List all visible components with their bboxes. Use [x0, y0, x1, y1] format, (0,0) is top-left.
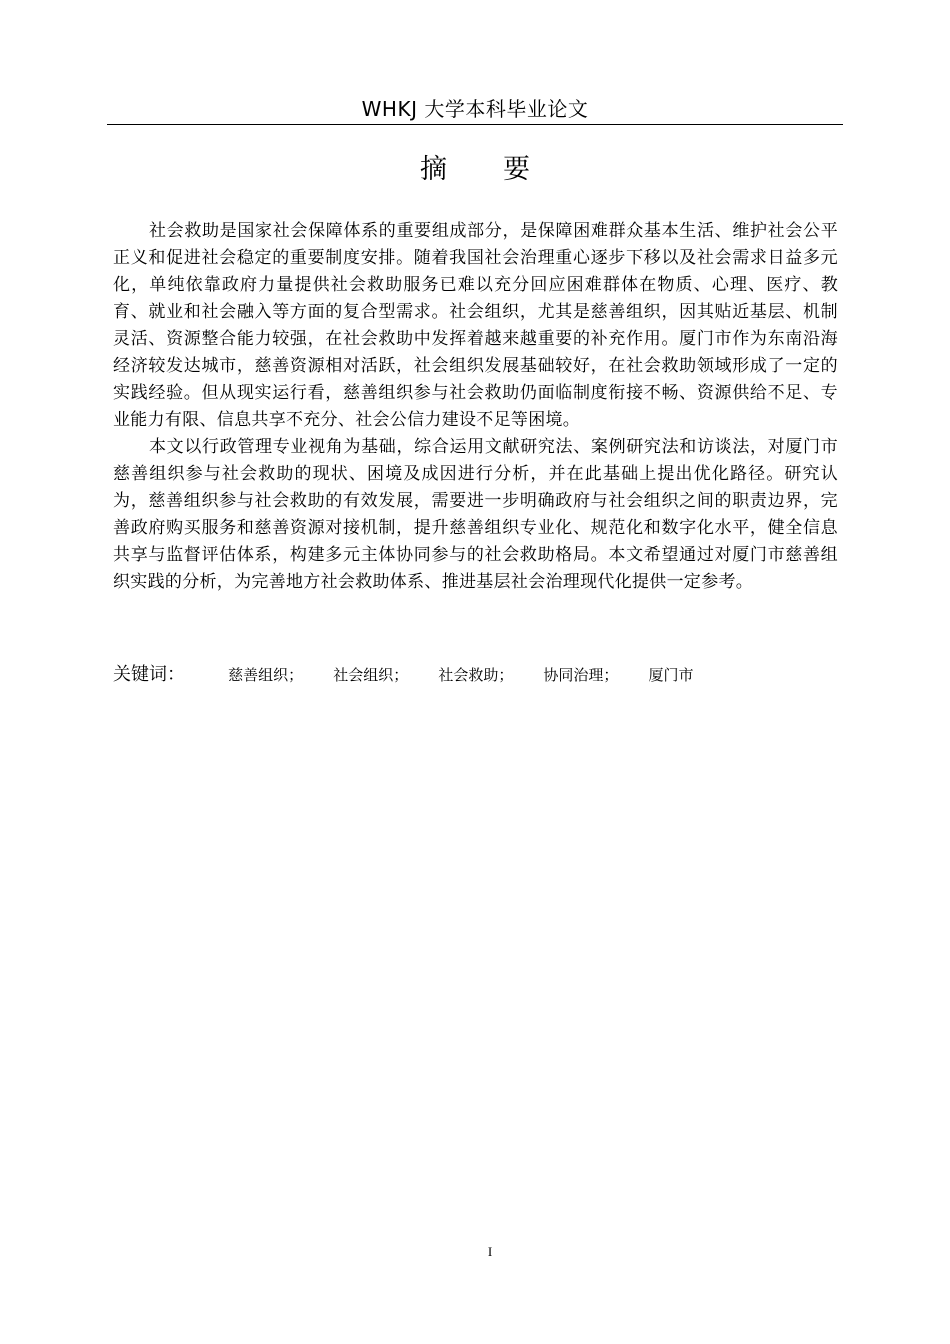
- keywords-label: 关键词：: [113, 664, 185, 685]
- abstract-paragraph: 本文以行政管理专业视角为基础，综合运用文献研究法、案例研究法和访谈法，对厦门市慈善组织参与社会救助的现状、困境及成因进行分析，并在此基础上提出优化路径。研究认为，慈善组织参与社会救助的有效发展，需要进一步明确政府与社会组织之间的职责边界，完善政府购买服务和慈善资源对接机制，提升慈善组织专业化、规范化和数字化水平，健全信息共享与监督评估体系，构建多元主体协同参与的社会救助格局。本文希望通过对厦门市慈善组织实践的分析，为完善地方社会救助体系、推进基层社会治理现代化提供一定参考。: [113, 437, 838, 592]
- abstract-title: 摘要: [420, 154, 586, 185]
- keyword: 社会组织；: [333, 666, 409, 684]
- page-number: I: [487, 1244, 493, 1259]
- header-rule: [107, 124, 843, 125]
- header-text: WHKJ 大学本科毕业论文: [361, 97, 589, 121]
- abstract-paragraph: 社会救助是国家社会保障体系的重要组成部分，是保障困难群众基本生活、维护社会公平正义和促进社会稳定的重要制度安排。随着我国社会治理重心逐步下移以及社会需求日益多元化，单纯依靠政府力量提供社会救助服务已难以充分回应困难群体在物质、心理、医疗、教育、就业和社会融入等方面的复合型需求。社会组织，尤其是慈善组织，因其贴近基层、机制灵活、资源整合能力较强，在社会救助中发挥着越来越重要的补充作用。厦门市作为东南沿海经济较发达城市，慈善资源相对活跃，社会组织发展基础较好，在社会救助领域形成了一定的实践经验。但从现实运行看，慈善组织参与社会救助仍面临制度衔接不畅、资源供给不足、专业能力有限、信息共享不充分、社会公信力建设不足等困境。: [113, 221, 838, 430]
- keyword: 协同治理；: [543, 666, 619, 684]
- keyword: 社会救助；: [438, 666, 514, 684]
- keyword: 厦门市: [648, 666, 694, 684]
- keywords-line: [113, 660, 838, 690]
- running-header: [107, 94, 843, 124]
- abstract-body: [113, 218, 838, 596]
- keyword: 慈善组织；: [228, 666, 304, 684]
